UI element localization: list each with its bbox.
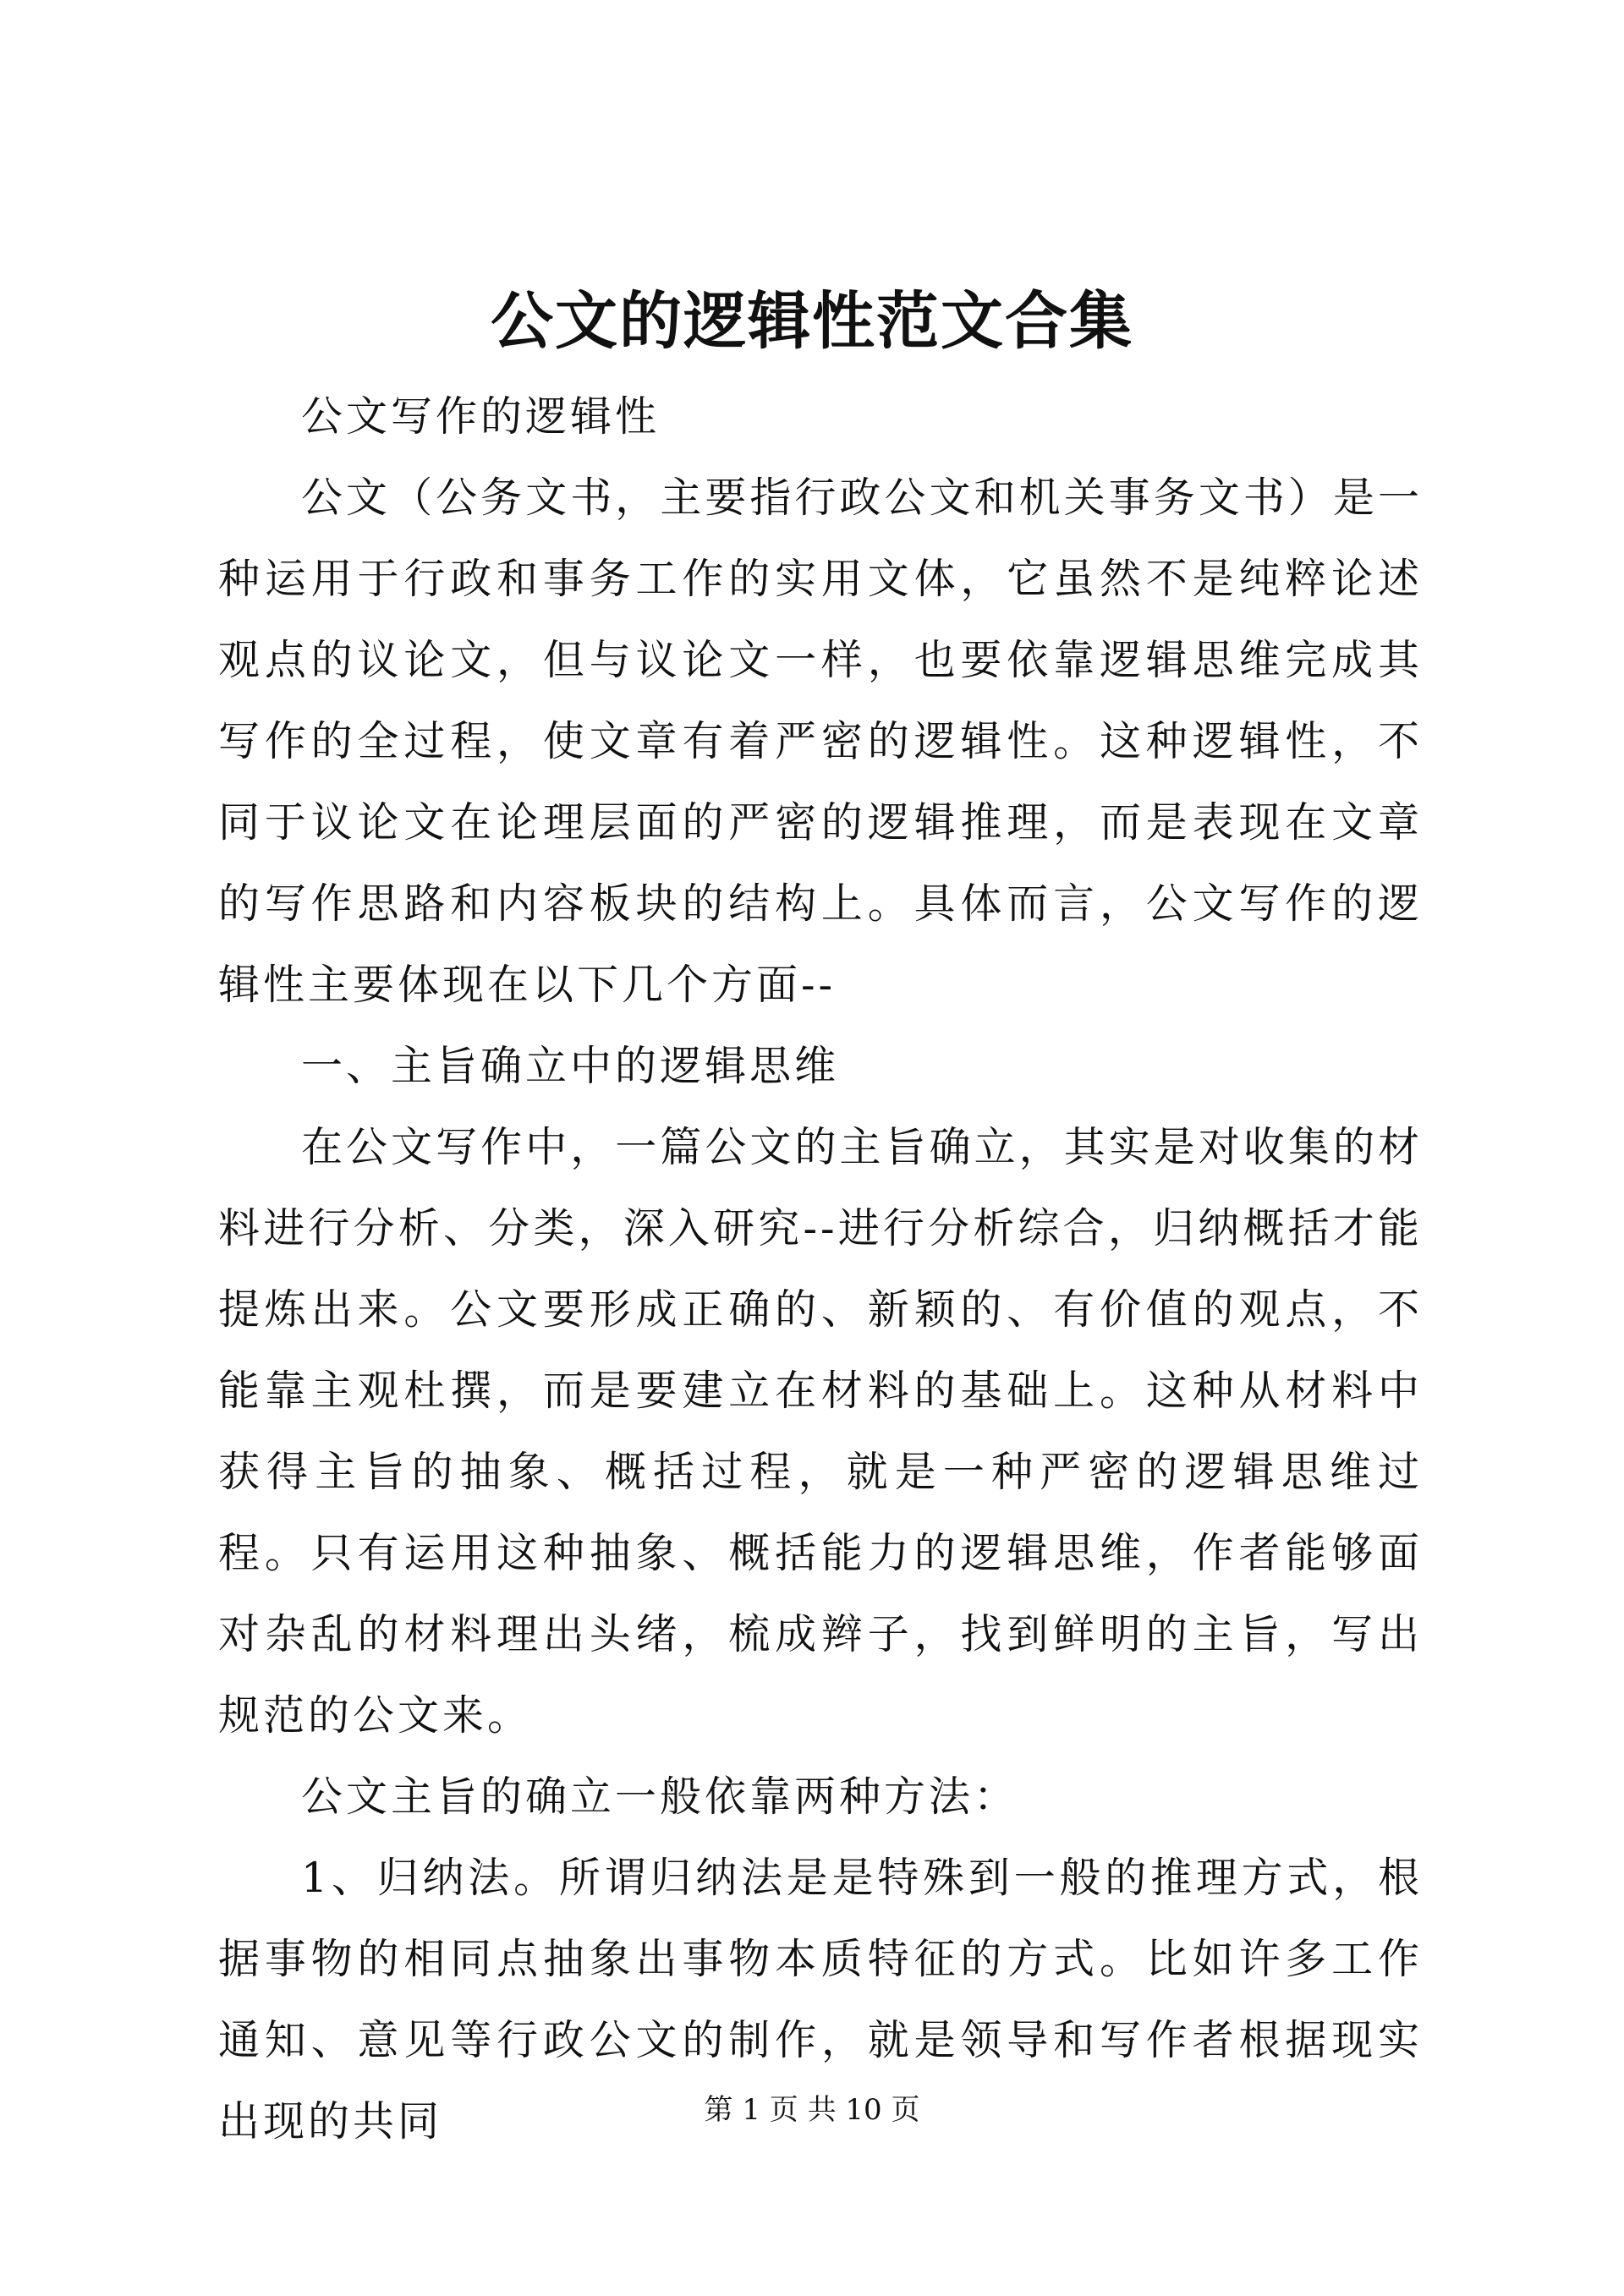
body-paragraph: 1、归纳法。所谓归纳法是是特殊到一般的推理方式，根据事物的相同点抽象出事物本质特征的方式。比如许多工作通知、意见等行政公文的制作，就是领导和写作者根据现实出现的共同 — [218, 1854, 1423, 2145]
body-paragraph: 在公文写作中，一篇公文的主旨确立，其实是对收集的材料进行分析、分类，深入研究--进行分析综合，归纳概括才能提炼出来。公文要形成正确的、新颖的、有价值的观点，不能靠主观杜撰，而是要建立在材料的基础上。这种从材料中获得主旨的抽象、概括过程，就是一种严密的逻辑思维过程。只有运用这种抽象、概括能力的逻辑思维，作者能够面对杂乱的材料理出头绪，梳成辫子，找到鲜明的主旨，写出规范的公文来。 — [218, 1123, 1423, 1740]
body-paragraph: 公文（公务文书，主要指行政公文和机关事务文书）是一种运用于行政和事务工作的实用文体，它虽然不是纯粹论述观点的议论文，但与议论文一样，也要依靠逻辑思维完成其写作的全过程，使文章有着严密的逻辑性。这种逻辑性，不同于议论文在论理层面的严密的逻辑推理，而是表现在文章的写作思路和内容板块的结构上。具体而言，公文写作的逻辑性主要体现在以下几个方面-- — [218, 474, 1423, 1009]
body-paragraph: 公文主旨的确立一般依靠两种方法： — [301, 1773, 1019, 1821]
section-heading: 一、主旨确立中的逻辑思维 — [301, 1042, 840, 1090]
document-title: 公文的逻辑性范文合集 — [491, 285, 1133, 358]
section-heading: 公文写作的逻辑性 — [301, 392, 661, 441]
document-body — [218, 376, 1423, 2162]
page-number-footer: 第 1 页 共 10 页 — [704, 2093, 920, 2127]
